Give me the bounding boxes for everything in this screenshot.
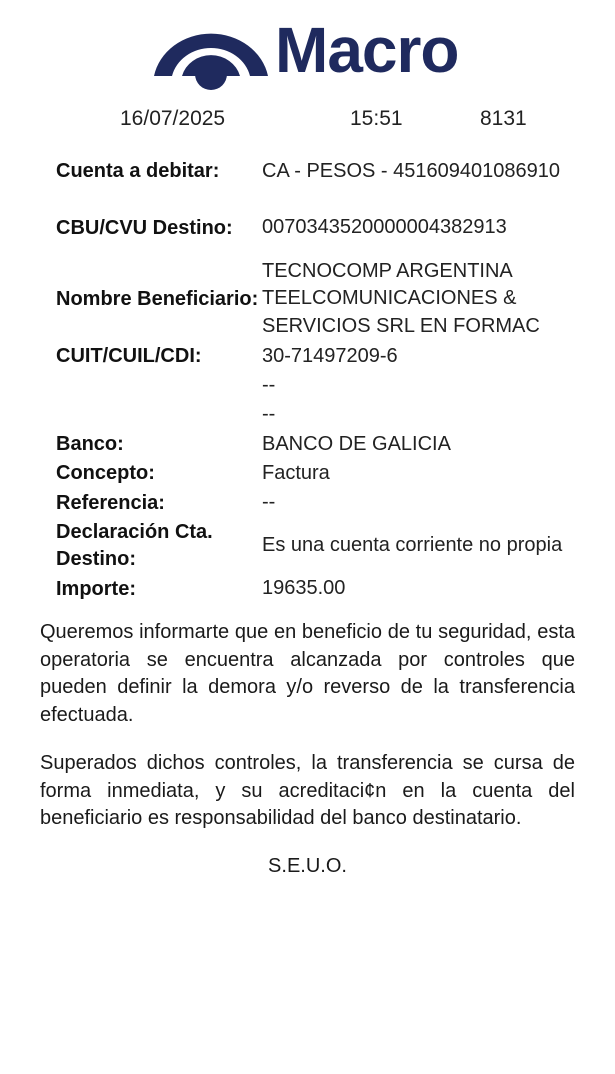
seuo-footer: S.E.U.O. <box>268 855 347 877</box>
transaction-date: 16/07/2025 <box>120 107 226 130</box>
transaction-code: 8131 <box>480 107 527 130</box>
detail-label: Declaración Cta. Destino: <box>56 521 213 570</box>
transaction-time: 15:51 <box>350 107 403 130</box>
detail-value: BANCO DE GALICIA <box>262 432 451 455</box>
detail-row-declaracion <box>56 518 586 574</box>
detail-label: Importe: <box>56 577 136 600</box>
detail-label: CUIT/CUIL/CDI: <box>56 345 202 367</box>
detail-row-banco <box>56 430 586 459</box>
detail-row-beneficiario <box>56 256 586 342</box>
detail-value: 30-71497209-6 <box>262 344 398 367</box>
detail-label: CBU/CVU Destino: <box>56 216 233 239</box>
detail-row-empty-1 <box>56 371 586 400</box>
detail-value: Es una cuenta corriente no propia <box>262 534 563 557</box>
detail-value: CA - PESOS - 451609401086910 <box>262 159 560 182</box>
detail-label: Concepto: <box>56 462 155 484</box>
detail-value: TECNOCOMP ARGENTINA TEELCOMUNICACIONES & SERVICIOS SRL EN FORMAC <box>262 259 540 337</box>
detail-row-importe <box>56 574 586 604</box>
detail-label: Cuenta a debitar: <box>56 160 220 182</box>
detail-row-cbu <box>56 200 586 256</box>
detail-row-cuit <box>56 342 586 371</box>
detail-label: Nombre Beneficiario: <box>56 287 259 310</box>
detail-row-empty-2 <box>56 400 586 430</box>
amount-value: 19635.00 <box>262 577 346 600</box>
detail-value: -- <box>262 373 276 396</box>
detail-label: Referencia: <box>56 491 165 514</box>
detail-label: Banco: <box>56 433 124 455</box>
detail-value: 0070343520000004382913 <box>262 216 507 239</box>
responsibility-notice-paragraph: Superados dichos controles, la transferencia se cursa de forma inmediata, y su acreditaci¢n en la cuenta del beneficiario es responsabilidad del banco destinatario. <box>40 752 575 829</box>
detail-value: -- <box>262 403 276 426</box>
macro-arc-logo-icon <box>152 12 272 92</box>
detail-row-cuenta <box>56 143 586 200</box>
transfer-details <box>56 143 586 604</box>
security-notice-paragraph: Queremos informarte que en beneficio de tu seguridad, esta operatoria se encuentra alcanzada por controles que pueden definir la demora y/o reverso de la transferencia efectuada. <box>40 621 575 726</box>
detail-value: Factura <box>262 461 330 484</box>
detail-value: -- <box>262 491 276 514</box>
brand-name: Macro <box>275 14 459 86</box>
detail-row-referencia <box>56 488 586 518</box>
detail-row-concepto <box>56 459 586 488</box>
